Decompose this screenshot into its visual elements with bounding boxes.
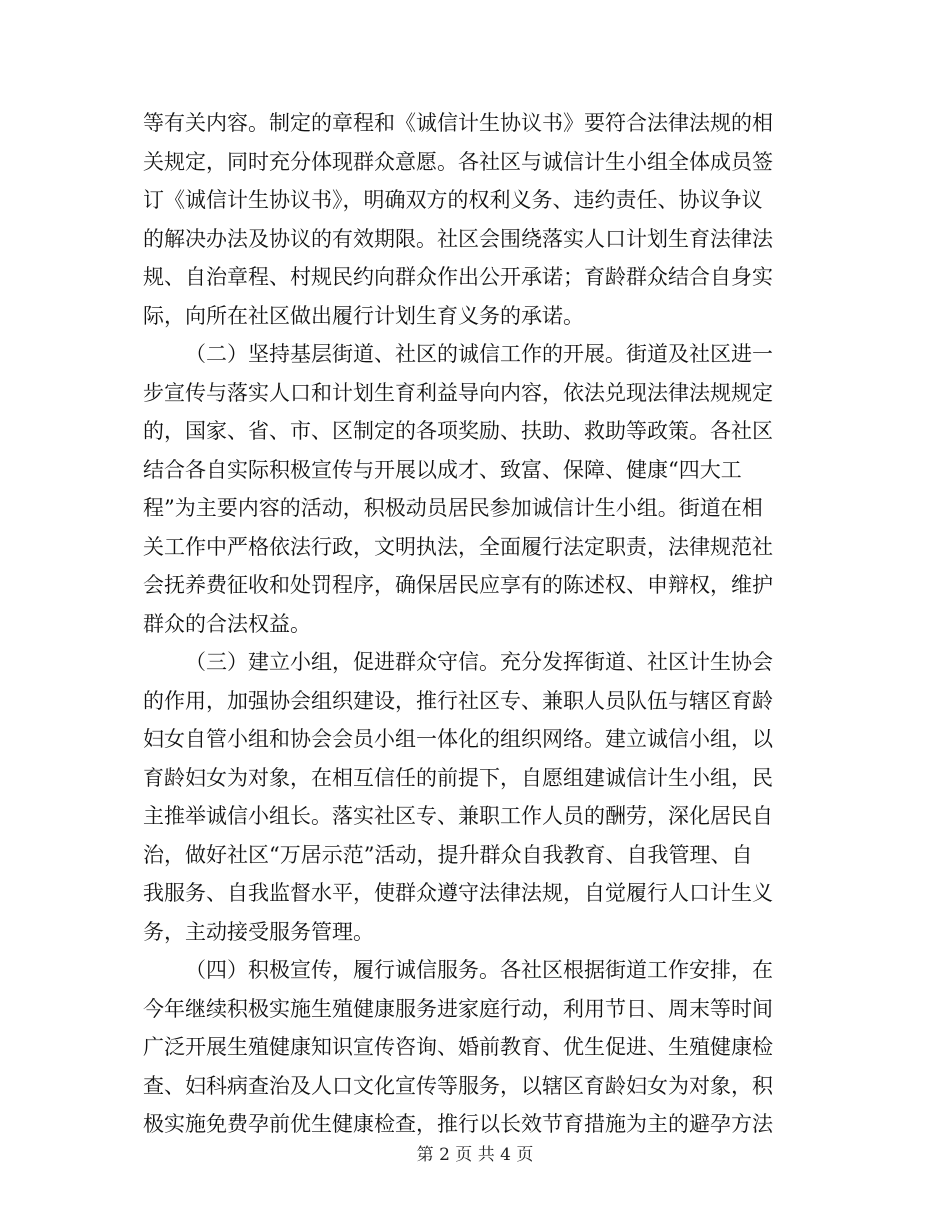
text-line: 会抚养费征收和处罚程序，确保居民应享有的陈述权、申辩权，维护 <box>143 573 773 597</box>
text-line: 我服务、自我监督水平，使群众遵守法律法规，自觉履行人口计生义 <box>143 881 773 905</box>
body-text <box>143 104 807 1144</box>
text-line: 育龄妇女为对象，在相互信任的前提下，自愿组建诚信计生小组，民 <box>143 765 773 790</box>
text-line: 结合各自实际积极宣传与开展以成才、致富、保障、健康“四大工 <box>143 457 742 482</box>
paragraph-heading-3: （三）建立小组，促进群众守信。充分发挥街道、社区计生协会 <box>185 650 773 674</box>
text-line: 关规定，同时充分体现群众意愿。各社区与诚信计生小组全体成员签 <box>143 149 773 174</box>
text-line: 的作用，加强协会组织建设，推行社区专、兼职人员队伍与辖区育龄 <box>143 688 773 713</box>
text-line: 广泛开展生殖健康知识宣传咨询、婚前教育、优生促进、生殖健康检 <box>143 1035 773 1059</box>
paragraph-heading-2: （二）坚持基层街道、社区的诚信工作的开展。街道及社区进一 <box>185 342 773 366</box>
page-number-footer: 第 2 页 共 4 页 <box>416 1145 534 1165</box>
text-line: 群众的合法权益。 <box>143 611 311 636</box>
text-line: 的解决办法及协议的有效期限。社区会围绕落实人口计划生育法律法 <box>143 226 773 251</box>
text-line: 际，向所在社区做出履行计划生育义务的承诺。 <box>143 303 584 328</box>
text-line: 妇女自管小组和协会会员小组一体化的组织网络。建立诚信小组，以 <box>143 727 773 751</box>
paragraph-heading-4: （四）积极宣传，履行诚信服务。各社区根据街道工作安排，在 <box>185 958 773 982</box>
text-line: 规、自治章程、村规民约向群众作出公开承诺；育龄群众结合自身实 <box>143 265 773 289</box>
text-line: 订《诚信计生协议书》，明确双方的权利义务、违约责任、协议争议 <box>143 188 763 212</box>
text-line: 关工作中严格依法行政，文明执法，全面履行法定职责，法律规范社 <box>143 534 773 559</box>
text-line: 今年继续积极实施生殖健康服务进家庭行动，利用节日、周末等时间 <box>143 996 773 1021</box>
text-line: 步宣传与落实人口和计划生育利益导向内容，依法兑现法律法规规定 <box>143 380 773 405</box>
text-line: 极实施免费孕前优生健康检查，推行以长效节育措施为主的避孕方法 <box>143 1112 773 1136</box>
text-line: 治，做好社区“万居示范”活动，提升群众自我教育、自我管理、自 <box>143 842 753 867</box>
text-line: 等有关内容。制定的章程和《诚信计生协议书》要符合法律法规的相 <box>143 111 773 135</box>
text-line: 主推举诚信小组长。落实社区专、兼职工作人员的酬劳，深化居民自 <box>143 804 773 828</box>
text-line: 的，国家、省、市、区制定的各项奖励、扶助、救助等政策。各社区 <box>143 419 773 443</box>
text-line: 程”为主要内容的活动，积极动员居民参加诚信计生小组。街道在相 <box>143 496 763 520</box>
text-line: 务，主动接受服务管理。 <box>143 919 374 944</box>
text-line: 查、妇科病查治及人口文化宣传等服务，以辖区育龄妇女为对象，积 <box>143 1073 773 1098</box>
